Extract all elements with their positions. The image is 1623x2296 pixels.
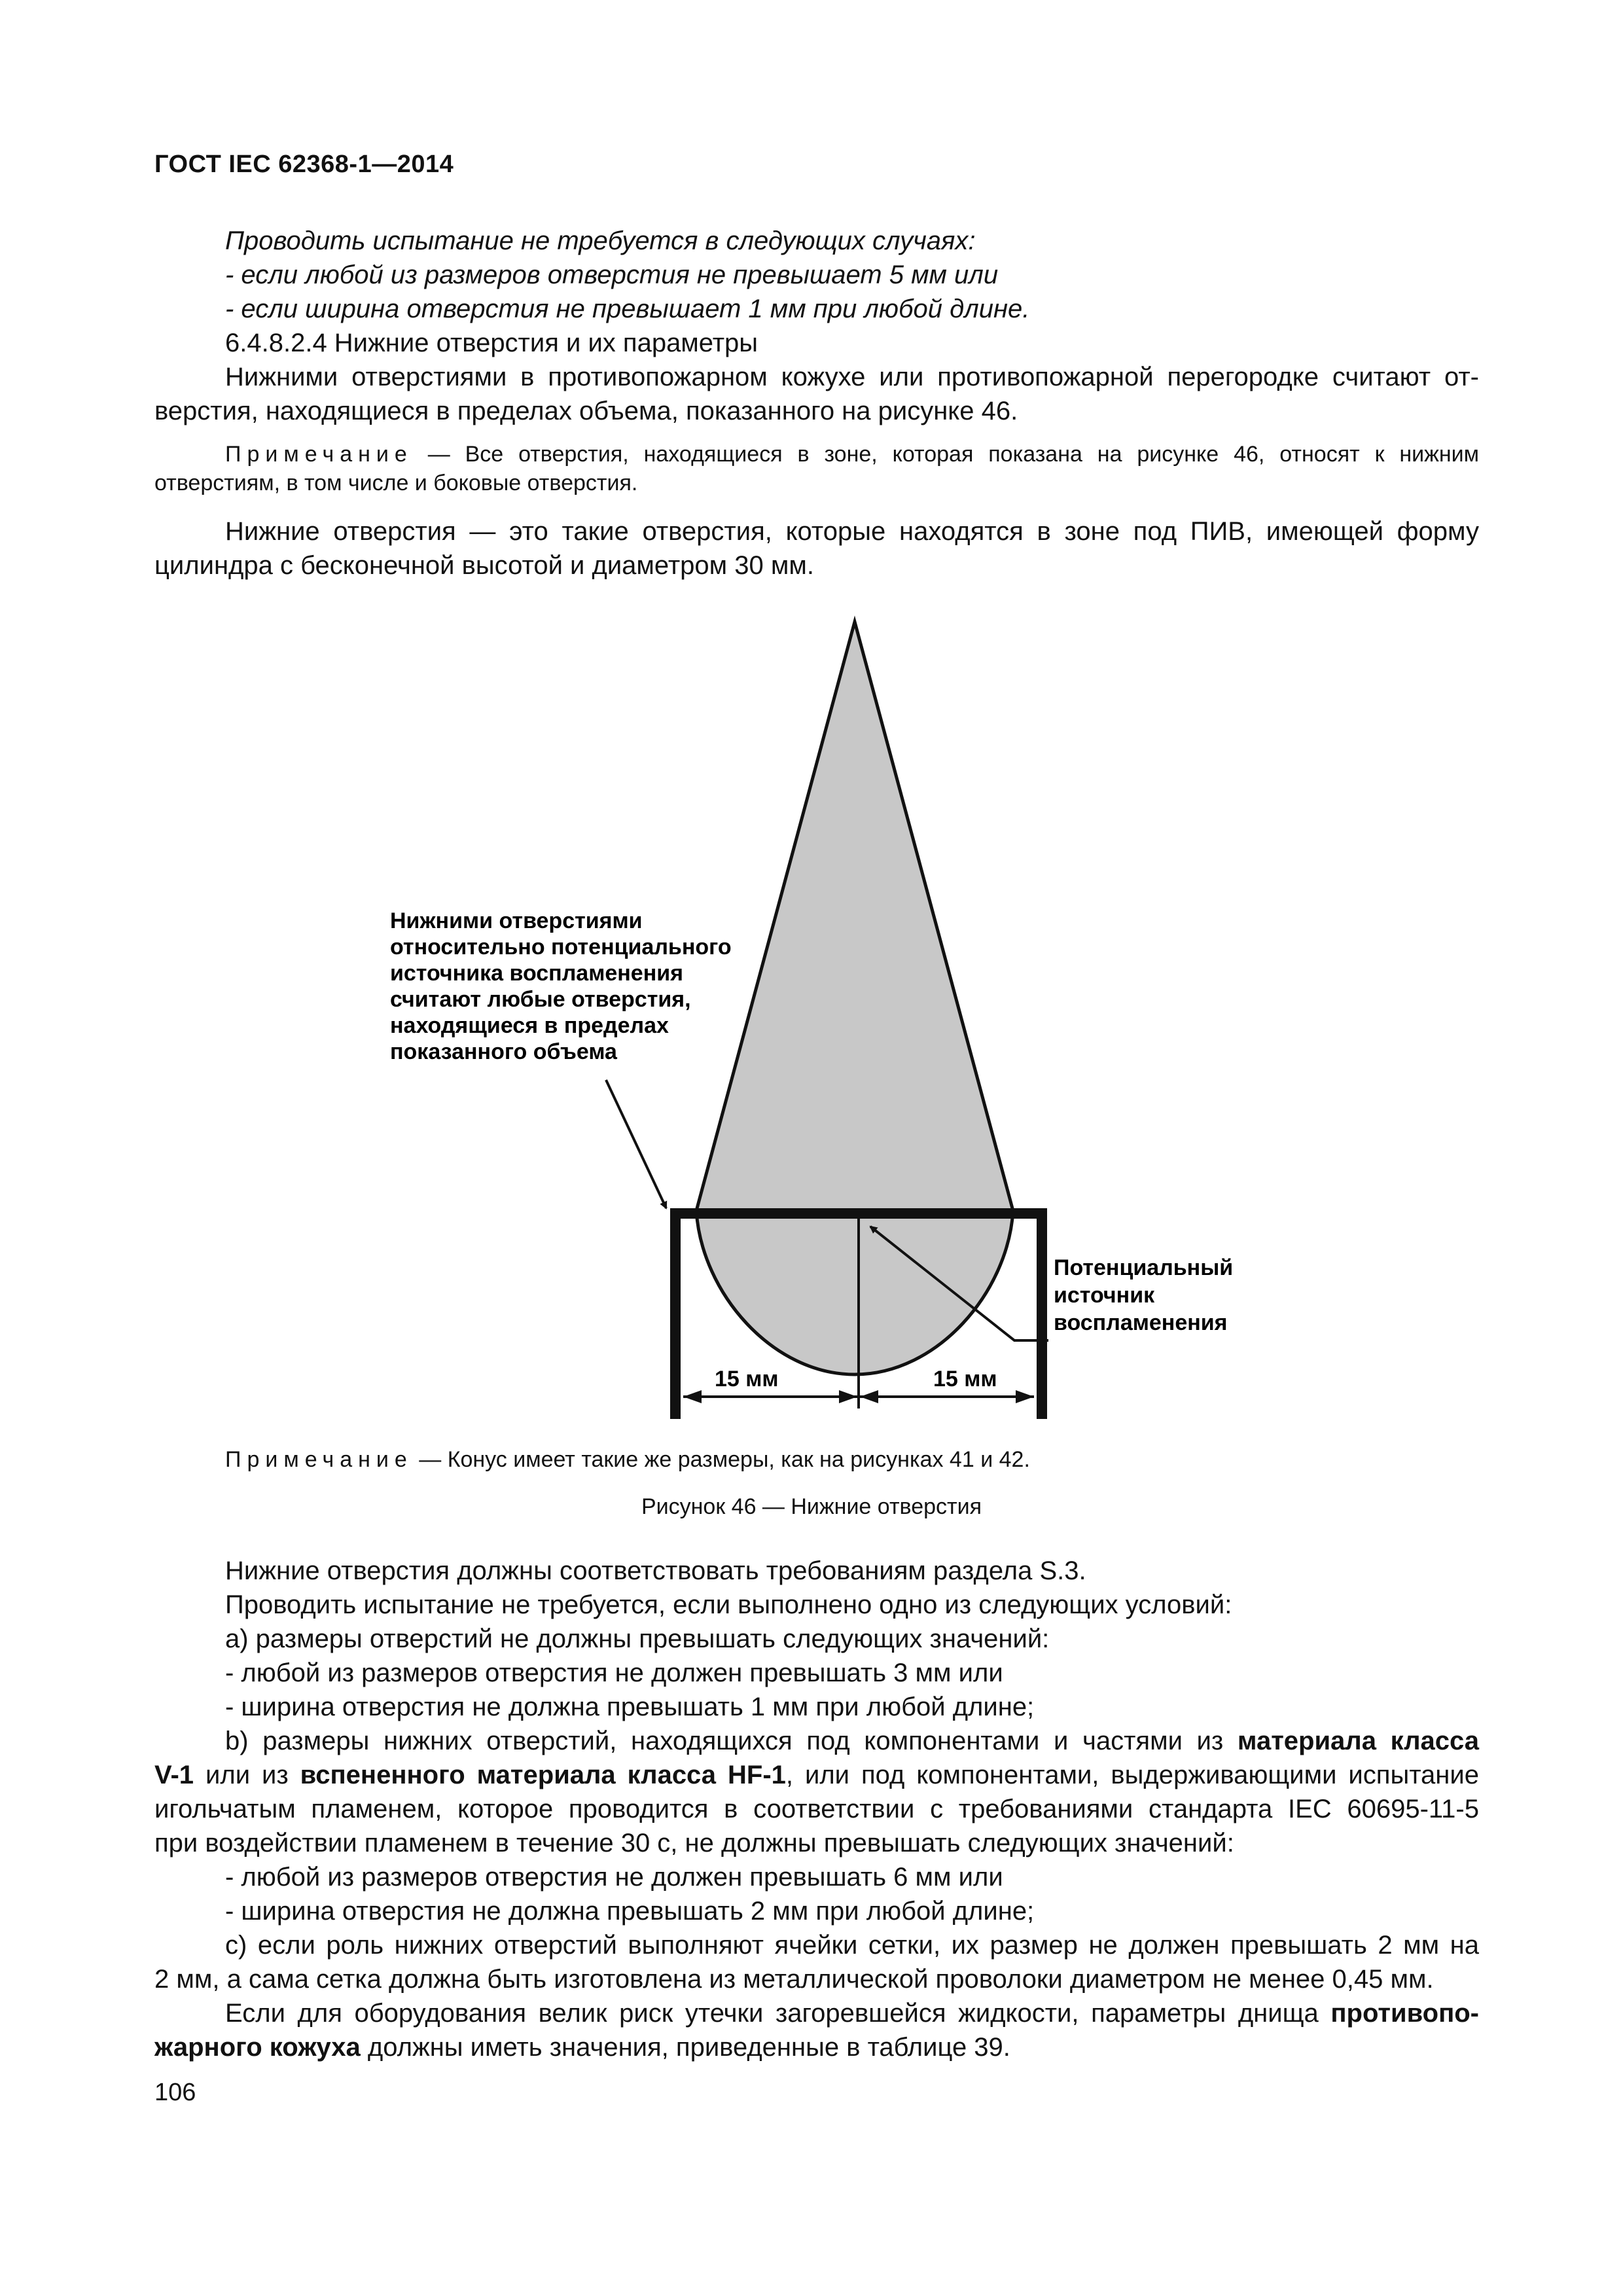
body-line-4: - любой из размеров отверстия не должен превышать 3 мм или xyxy=(225,1659,1003,1687)
page-number: 106 xyxy=(154,2079,196,2106)
intro-line-3: - если ширина отверстия не превышает 1 мм при любой длине. xyxy=(225,295,1030,323)
section-heading: 6.4.8.2.4 Нижние отверстия и их параметры xyxy=(225,329,758,357)
body-line-14-bold: противопо- xyxy=(1330,1999,1479,2028)
body-line-7-bold-2: вспененного материала класса HF-1 xyxy=(300,1761,786,1789)
body-line-7-text-1: или из xyxy=(194,1761,300,1789)
dimension-arrow-mid-right xyxy=(860,1390,878,1403)
label-left-line-3: источника воспламенения xyxy=(390,961,683,986)
section-para-line-2: верстия, находящиеся в пределах объема, показанного на рисунке 46. xyxy=(154,397,1018,425)
body-line-8: игольчатым пламенем, которое проводится в соответствии с требованиями стандарта IEC 60695-11-5 xyxy=(154,1795,1479,1823)
dimension-arrow-right xyxy=(1016,1390,1034,1403)
body-line-7-text-2: , или под компонентами, выдерживающими испытание xyxy=(785,1761,1479,1789)
body-line-15-text: должны иметь значения, приведенные в таблице 39. xyxy=(360,2033,1010,2062)
body-line-6 xyxy=(225,1724,1479,1758)
body-line-15-bold: жарного кожуха xyxy=(154,2033,361,2062)
note-1-label: Примечание xyxy=(225,442,413,467)
label-left-line-6: показанного объема xyxy=(390,1039,617,1064)
intro-line-2: - если любой из размеров отверстия не превышает 5 мм или xyxy=(225,260,999,289)
para-2-line-1: Нижние отверстия — это такие отверстия, которые находятся в зоне под ПИВ, имеющей форму xyxy=(225,517,1479,546)
leader-line-left xyxy=(606,1080,666,1208)
body-line-2: Проводить испытание не требуется, если выполнено одно из следующих условий: xyxy=(225,1590,1232,1619)
label-right-line-1: Потенциальный xyxy=(1054,1255,1234,1280)
label-left-line-1: Нижними отверстиями xyxy=(390,908,643,933)
body-line-3: а) размеры отверстий не должны превышать следующих значений: xyxy=(225,1624,1050,1653)
dimension-label-left: 15 мм xyxy=(715,1367,779,1391)
body-line-1: Нижние отверстия должны соответствовать требованиям раздела S.3. xyxy=(225,1556,1086,1585)
body-line-7-bold-1: V-1 xyxy=(154,1761,194,1789)
body-line-6-text: b) размеры нижних отверстий, находящихся под компонентами и частями из xyxy=(225,1727,1238,1755)
dimension-arrow-mid-left xyxy=(839,1390,857,1403)
figure-caption: Рисунок 46 — Нижние отверстия xyxy=(641,1494,982,1519)
body-line-12: с) если роль нижних отверстий выполняют ячейки сетки, их размер не должен превышать 2 мм на xyxy=(225,1931,1479,1960)
body-line-14-text: Если для оборудования велик риск утечки загоревшейся жидкости, параметры днища xyxy=(225,1999,1331,2028)
body-line-10: - любой из размеров отверстия не должен превышать 6 мм или xyxy=(225,1863,1003,1892)
body-line-7 xyxy=(154,1758,1479,1792)
note-1-line-2: отверстиям, в том числе и боковые отверстия. xyxy=(154,471,638,495)
figure-note-text: — Конус имеет такие же размеры, как на рисунках 41 и 42. xyxy=(412,1447,1030,1472)
note-1-text: — Все отверстия, находящиеся в зоне, которая показана на рисунке 46, относят к нижним xyxy=(412,442,1479,467)
figure-note-label: Примечание xyxy=(225,1447,413,1472)
dimension-label-right: 15 мм xyxy=(933,1367,997,1391)
document-header: ГОСТ IEC 62368-1—2014 xyxy=(154,151,454,178)
body-line-14 xyxy=(225,1996,1479,2030)
section-para-line-1: Нижними отверстиями в противопожарном кожухе или противопожарной перегородке считают от- xyxy=(225,363,1479,391)
label-left-line-4: считают любые отверстия, xyxy=(390,987,691,1012)
label-right-line-2: источник xyxy=(1054,1283,1155,1308)
body-line-9: при воздействии пламенем в течение 30 с, не должны превышать следующих значений: xyxy=(154,1829,1234,1857)
cone-shape xyxy=(696,622,1013,1374)
label-right-line-3: воспламенения xyxy=(1054,1310,1228,1335)
label-left-line-5: находящиеся в пределах xyxy=(390,1013,669,1038)
body-line-15 xyxy=(154,2030,1010,2064)
body-line-11: - ширина отверстия не должна превышать 2 мм при любой длине; xyxy=(225,1897,1035,1926)
body-line-6-bold: материала класса xyxy=(1237,1727,1479,1755)
para-2-line-2: цилиндра с бесконечной высотой и диаметром 30 мм. xyxy=(154,551,814,580)
label-left-line-2: относительно потенциального xyxy=(390,935,732,960)
dimension-arrow-left xyxy=(683,1390,702,1403)
body-line-13: 2 мм, а сама сетка должна быть изготовлена из металлической проволоки диаметром не менее 0,45 мм. xyxy=(154,1965,1434,1994)
body-line-5: - ширина отверстия не должна превышать 1 мм при любой длине; xyxy=(225,1693,1035,1721)
figure-note xyxy=(225,1445,1030,1474)
intro-line-1: Проводить испытание не требуется в следующих случаях: xyxy=(225,226,976,255)
